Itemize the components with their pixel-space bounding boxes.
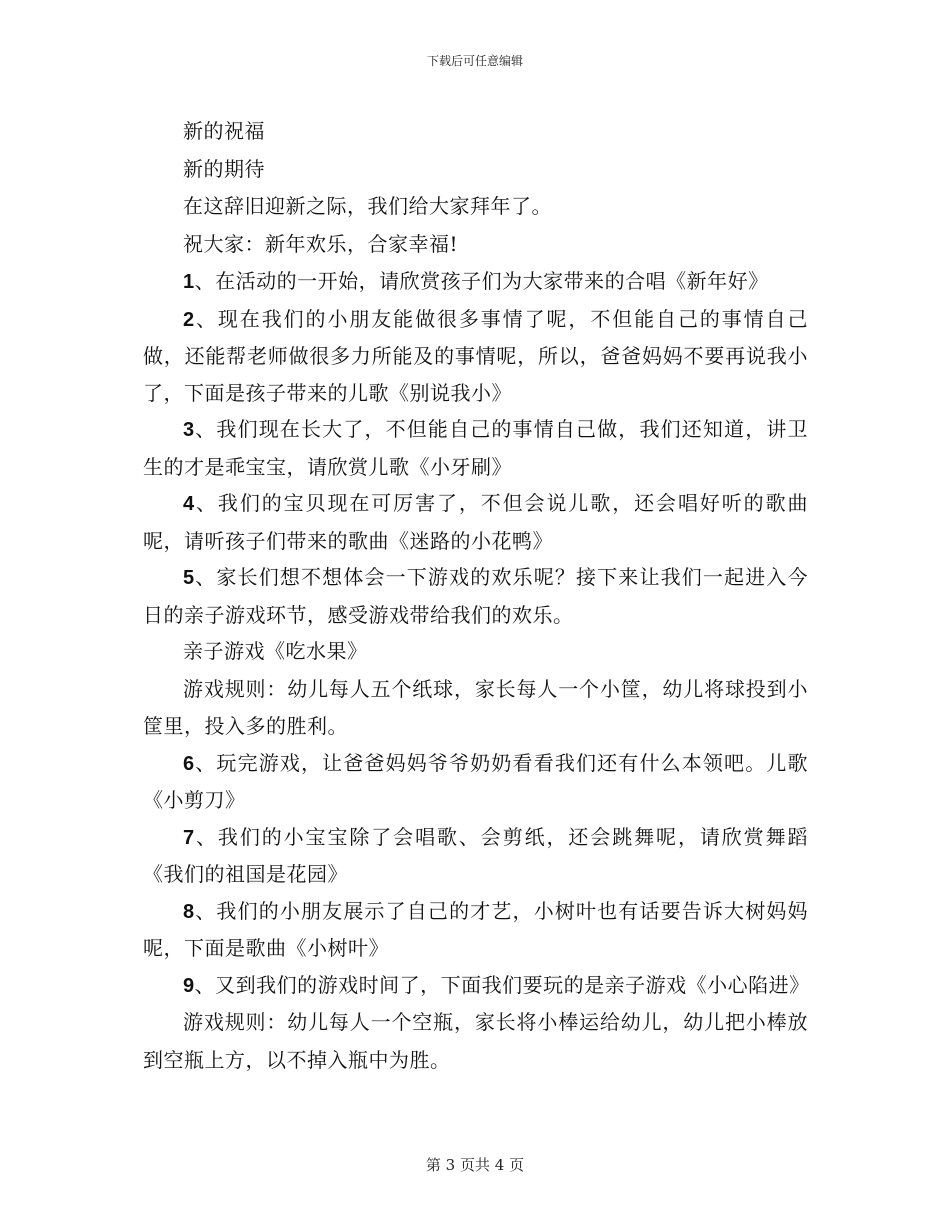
paragraph-text: 、又到我们的游戏时间了，下面我们要玩的是亲子游戏《小心陷进》 bbox=[194, 972, 810, 997]
paragraph-text: 、家长们想不想体会一下游戏的欢乐呢？接下来让我们一起进入今日的亲子游戏环节，感受游戏带给我们的欢乐。 bbox=[143, 565, 808, 627]
paragraph-text: 新的期待 bbox=[183, 156, 265, 181]
paragraph bbox=[143, 819, 808, 893]
paragraph-text: 亲子游戏《吃水果》 bbox=[183, 639, 368, 663]
item-number: 6 bbox=[183, 752, 195, 775]
paragraph bbox=[143, 411, 808, 485]
item-number: 9 bbox=[183, 974, 195, 997]
paragraph-text: 祝大家：新年欢乐，合家幸福! bbox=[183, 231, 459, 256]
paragraph-text: 、我们现在长大了，不但能自己的事情自己做，我们还知道，讲卫生的才是乖宝宝，请欣赏儿歌《小牙刷》 bbox=[143, 417, 808, 479]
paragraph bbox=[143, 559, 808, 633]
paragraph-text: 、我们的小宝宝除了会唱歌、会剪纸，还会跳舞呢，请欣赏舞蹈《我们的祖国是花园》 bbox=[143, 824, 808, 886]
paragraph bbox=[143, 485, 808, 559]
paragraph-text: 新的祝福 bbox=[183, 119, 265, 143]
paragraph-text: 在这辞旧迎新之际，我们给大家拜年了。 bbox=[183, 194, 552, 218]
item-number: 4 bbox=[183, 493, 195, 515]
item-number: 8 bbox=[183, 900, 195, 923]
item-number: 1 bbox=[183, 271, 195, 293]
paragraph bbox=[143, 301, 808, 412]
paragraph-text: 、玩完游戏，让爸爸妈妈爷爷奶奶看看我们还有什么本领吧。儿歌《小剪刀》 bbox=[143, 750, 808, 812]
paragraph bbox=[143, 188, 808, 226]
paragraph bbox=[143, 151, 808, 189]
document-body bbox=[143, 113, 808, 1078]
paragraph bbox=[143, 671, 808, 745]
paragraph-text: 、我们的宝贝现在可厉害了，不但会说儿歌，还会唱好听的歌曲呢，请听孩子们带来的歌曲《迷路的小花鸭》 bbox=[143, 491, 808, 553]
paragraph bbox=[143, 226, 808, 264]
paragraph bbox=[143, 1004, 808, 1078]
paragraph bbox=[143, 113, 808, 151]
page-footer: 第 3 页共 4 页 bbox=[425, 1156, 525, 1174]
paragraph bbox=[143, 633, 808, 671]
paragraph bbox=[143, 263, 808, 301]
item-number: 2 bbox=[183, 308, 195, 331]
paragraph bbox=[143, 745, 808, 819]
paragraph bbox=[143, 967, 808, 1005]
paragraph bbox=[143, 893, 808, 967]
item-number: 3 bbox=[183, 419, 195, 441]
paragraph-text: 游戏规则：幼儿每人五个纸球，家长每人一个小筐，幼儿将球投到小筐里，投入多的胜利。 bbox=[143, 676, 808, 738]
item-number: 5 bbox=[183, 567, 195, 589]
paragraph-text: 、我们的小朋友展示了自己的才艺，小树叶也有话要告诉大树妈妈呢，下面是歌曲《小树叶》 bbox=[143, 898, 808, 960]
paragraph-text: 、现在我们的小朋友能做很多事情了呢，不但能自己的事情自己做，还能帮老师做很多力所能及的事情呢，所以，爸爸妈妈不要再说我小了，下面是孩子带来的儿歌《别说我小》 bbox=[143, 306, 808, 405]
paragraph-text: 游戏规则：幼儿每人一个空瓶，家长将小棒运给幼儿，幼儿把小棒放到空瓶上方，以不掉入瓶中为胜。 bbox=[143, 1010, 808, 1072]
paragraph-text: 、在活动的一开始，请欣赏孩子们为大家带来的合唱《新年好》 bbox=[194, 269, 769, 293]
item-number: 7 bbox=[183, 826, 195, 849]
page-header: 下载后可任意编辑 bbox=[426, 54, 523, 68]
